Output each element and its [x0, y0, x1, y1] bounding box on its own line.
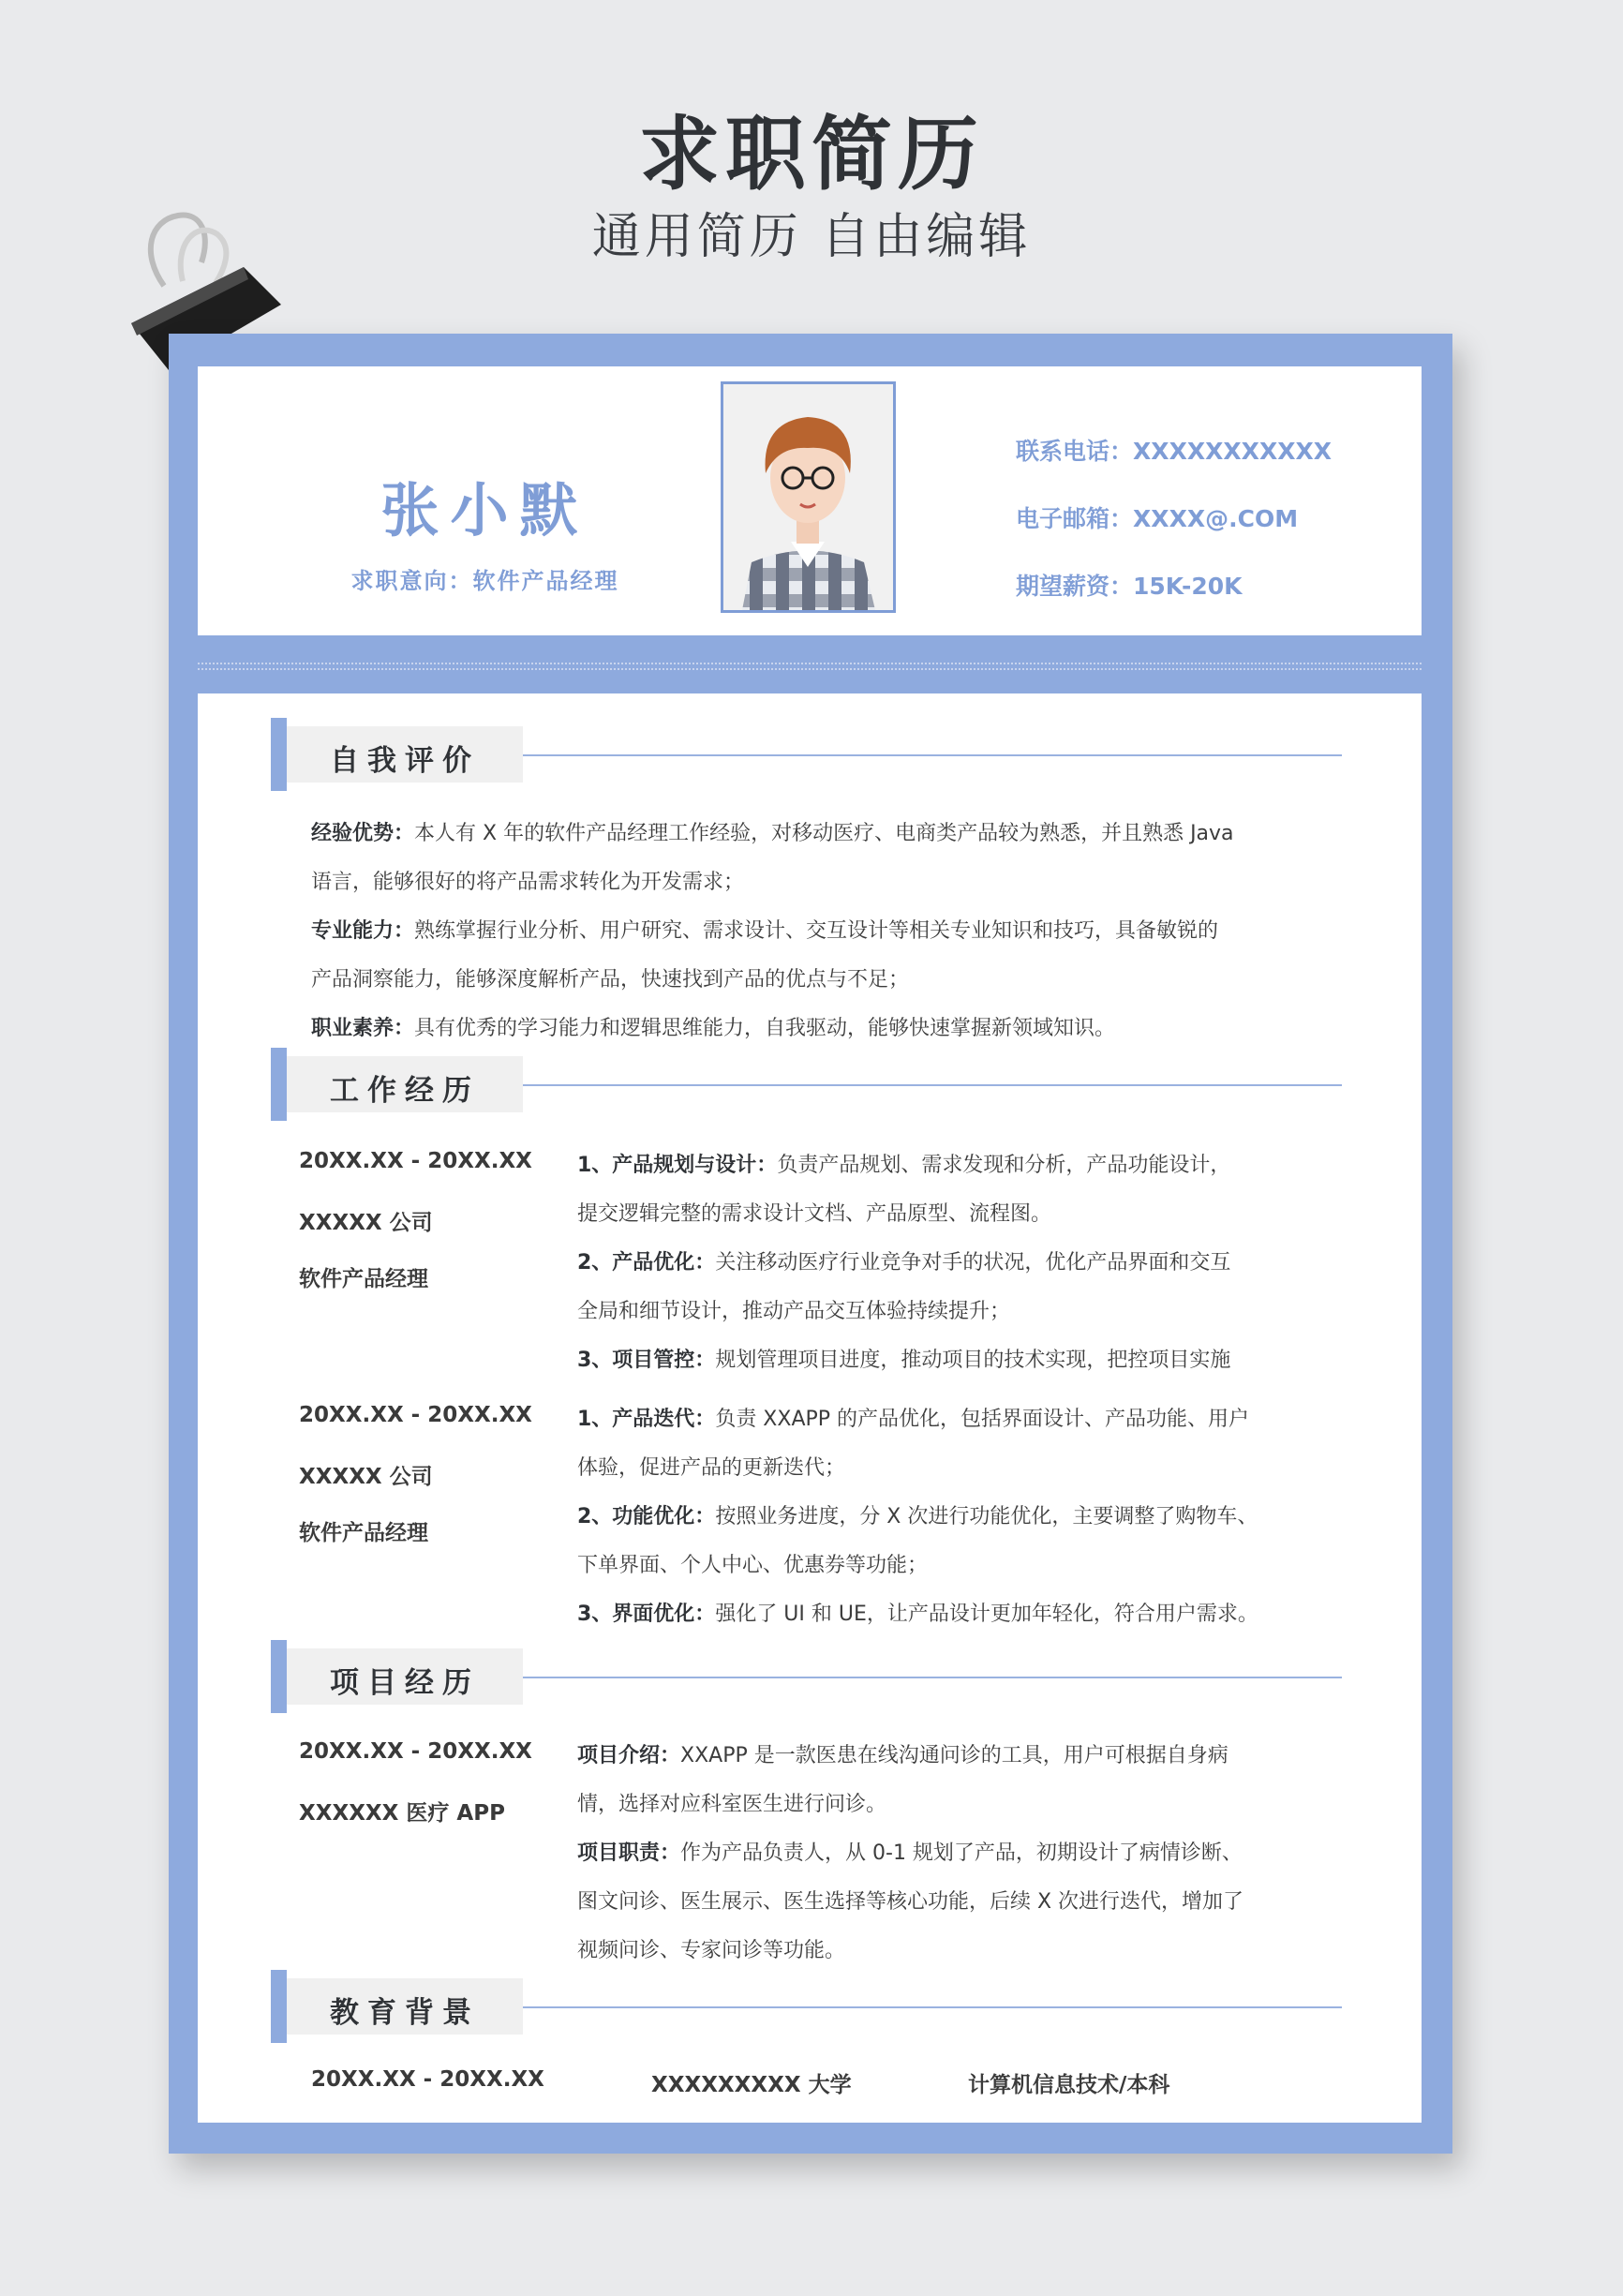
work-detail-line: 1、产品规划与设计：负责产品规划、需求发现和分析，产品功能设计， [577, 1154, 1231, 1177]
self-eval-line: 产品洞察能力，能够深度解析产品，快速找到产品的优点与不足； [311, 968, 910, 991]
divider [198, 668, 1422, 670]
contact-phone: 联系电话：XXXXXXXXXXX [1016, 438, 1333, 465]
page-title: 求职简历 [639, 108, 984, 201]
section-rule [523, 754, 1342, 756]
work-detail-line: 3、界面优化：强化了 UI 和 UE，让产品设计更加年轻化，符合用户需求。 [577, 1603, 1258, 1626]
work-date: 20XX.XX - 20XX.XX [299, 1149, 532, 1173]
project-detail-line: 图文问诊、医生展示、医生选择等核心功能，后续 X 次进行迭代，增加了 [577, 1890, 1244, 1914]
project-date: 20XX.XX - 20XX.XX [299, 1739, 532, 1764]
work-detail-line: 提交逻辑完整的需求设计文档、产品原型、流程图。 [577, 1202, 1052, 1226]
section-title-self: 自我评价 [330, 744, 480, 778]
page-subtitle: 通用简历 自由编辑 [591, 209, 1032, 265]
work-detail-line: 体验，促进产品的更新迭代； [577, 1456, 846, 1480]
section-title-project: 项目经历 [330, 1666, 480, 1700]
work-detail-line: 下单界面、个人中心、优惠券等功能； [577, 1554, 929, 1577]
section-rule [523, 1084, 1342, 1086]
project-detail-line: 视频问诊、专家问诊等功能。 [577, 1939, 846, 1962]
section-marker [271, 718, 287, 791]
self-eval-line: 经验优势：本人有 X 年的软件产品经理工作经验，对移动医疗、电商类产品较为熟悉，并且熟悉 Java [311, 822, 1234, 845]
education-major: 计算机信息技术/本科 [968, 2073, 1170, 2097]
project-detail-line: 项目介绍：XXAPP 是一款医患在线沟通问诊的工具，用户可根据自身病 [577, 1744, 1228, 1767]
work-company: XXXXX 公司 [299, 1211, 433, 1235]
work-detail-line: 1、产品迭代：负责 XXAPP 的产品优化，包括界面设计、产品功能、用户 [577, 1408, 1250, 1431]
section-marker [271, 1640, 287, 1713]
avatar-illustration [723, 384, 893, 610]
section-marker [271, 1048, 287, 1121]
project-detail-line: 项目职责：作为产品负责人，从 0-1 规划了产品，初期设计了病情诊断、 [577, 1841, 1243, 1865]
work-detail-line: 2、产品优化：关注移动医疗行业竞争对手的状况，优化产品界面和交互 [577, 1251, 1231, 1275]
section-rule [523, 2006, 1342, 2008]
section-marker [271, 1970, 287, 2043]
work-detail-line: 3、项目管控：规划管理项目进度，推动项目的技术实现，把控项目实施 [577, 1349, 1231, 1372]
contact-email: 电子邮箱：XXXX@.COM [1016, 505, 1299, 532]
avatar [721, 381, 896, 613]
self-eval-line: 语言，能够很好的将产品需求转化为开发需求； [311, 871, 745, 894]
education-date: 20XX.XX - 20XX.XX [311, 2067, 544, 2092]
work-detail-line: 2、功能优化：按照业务进度，分 X 次进行功能优化，主要调整了购物车、 [577, 1505, 1258, 1528]
job-intent: 求职意向：软件产品经理 [350, 568, 619, 594]
work-date: 20XX.XX - 20XX.XX [299, 1403, 532, 1427]
contact-salary: 期望薪资：15K-20K [1016, 573, 1243, 600]
work-role: 软件产品经理 [299, 1267, 428, 1291]
project-detail-line: 情，选择对应科室医生进行问诊。 [577, 1793, 887, 1816]
candidate-name: 张小默 [380, 476, 589, 544]
work-company: XXXXX 公司 [299, 1465, 433, 1489]
self-eval-line: 职业素养：具有优秀的学习能力和逻辑思维能力，自我驱动，能够快速掌握新领域知识。 [311, 1017, 1116, 1040]
self-eval-line: 专业能力：熟练掌握行业分析、用户研究、需求设计、交互设计等相关专业知识和技巧，具备敏锐的 [311, 919, 1219, 943]
section-title-work: 工作经历 [330, 1074, 480, 1108]
education-school: XXXXXXXXX 大学 [651, 2073, 852, 2097]
project-name: XXXXXX 医疗 APP [299, 1801, 505, 1826]
section-rule [523, 1677, 1342, 1678]
section-title-education: 教育背景 [330, 1996, 480, 2030]
work-role: 软件产品经理 [299, 1521, 428, 1545]
divider [198, 663, 1422, 664]
work-detail-line: 全局和细节设计，推动产品交互体验持续提升； [577, 1300, 1011, 1323]
